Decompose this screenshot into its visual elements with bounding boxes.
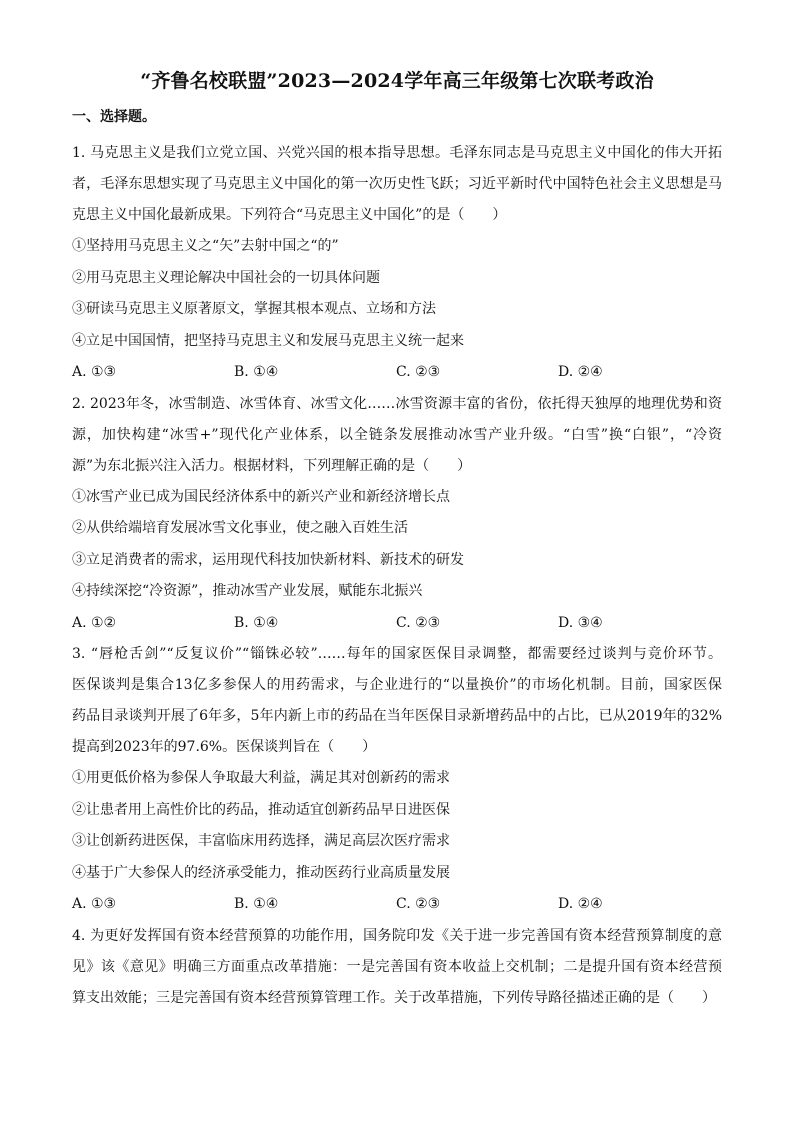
question-2-line-3: 源”为东北振兴注入活力。根据材料，下列理解正确的是（ ） [72, 457, 472, 474]
question-1-choice-c[interactable]: C. ②③ [396, 364, 441, 380]
question-2-option-3: ③立足消费者的需求，运用现代科技加快新材料、新技术的研发 [72, 551, 464, 568]
question-2 [72, 389, 722, 640]
exam-title: “齐鲁名校联盟”2023—2024学年高三年级第七次联考政治 [140, 70, 654, 92]
question-2-choices [72, 608, 722, 640]
question-1-option-4: ④立足中国国情，把坚持马克思主义和发展马克思主义统一起来 [72, 332, 464, 349]
question-2-option-4: ④持续深挖“冷资源”，推动冰雪产业发展，赋能东北振兴 [72, 583, 423, 599]
question-1-option-3: ③研读马克思主义原著原文，掌握其根本观点、立场和方法 [72, 301, 436, 317]
question-2-choice-c[interactable]: C. ②③ [396, 614, 441, 631]
question-3-choice-c[interactable]: C. ②③ [396, 896, 441, 912]
question-1-option-2: ②用马克思主义理论解决中国社会的一切具体问题 [72, 269, 380, 286]
question-3-choice-b[interactable]: B. ①④ [234, 896, 279, 912]
question-1-choice-d[interactable]: D. ②④ [558, 364, 603, 380]
question-2-option-1: ①冰雪产业已成为国民经济体系中的新兴产业和新经济增长点 [72, 488, 450, 505]
question-3-option-3: ③让创新药进医保，丰富临床用药选择，满足高层次医疗需求 [72, 833, 450, 849]
question-2-choice-a[interactable]: A. ①② [72, 614, 117, 631]
question-4-line-3: 算支出效能；三是完善国有资本经营预算管理工作。关于改革措施，下列传导路径描述正确的是（ ） [72, 989, 716, 1006]
question-3-option-1: ①用更低价格为参保人争取最大利益，满足其对创新药的需求 [72, 770, 450, 786]
question-3-choice-d[interactable]: D. ②④ [558, 896, 603, 912]
question-2-choice-b[interactable]: B. ①④ [234, 614, 279, 631]
question-4 [72, 921, 722, 1014]
question-1 [72, 138, 722, 389]
question-1-choice-b[interactable]: B. ①④ [234, 364, 279, 380]
question-3-line-2: 医保谈判是集合13亿多参保人的用药需求，与企业进行的“以量换价”的市场化机制。目前，国家医保 [72, 677, 722, 693]
question-1-line-2: 者，毛泽东思想实现了马克思主义中国化的第一次历史性飞跃；习近平新时代中国特色社会主义思想是马 [72, 176, 722, 192]
question-3 [72, 639, 722, 921]
question-1-choices [72, 357, 722, 389]
section-heading: 一、选择题。 [72, 109, 156, 125]
question-2-line-2: 源，加快构建“冰雪+”现代化产业体系，以全链条发展推动冰雪产业升级。“白雪”换“白银”，“冷资 [72, 426, 722, 443]
question-1-line-1: 1. 马克思主义是我们立党立国、兴党兴国的根本指导思想。毛泽东同志是马克思主义中国化的伟大开拓 [72, 145, 722, 161]
question-1-option-1: ①坚持用马克思主义之“矢”去射中国之“的” [72, 238, 339, 254]
question-1-line-3: 克思主义中国化最新成果。下列符合“马克思主义中国化”的是（ ） [72, 207, 507, 223]
question-2-option-2: ②从供给端培育发展冰雪文化事业，使之融入百姓生活 [72, 520, 408, 536]
question-4-line-2: 见》该《意见》明确三方面重点改革措施：一是完善国有资本收益上交机制；二是提升国有资本经营预 [72, 958, 722, 975]
question-3-option-4: ④基于广大参保人的经济承受能力，推动医药行业高质量发展 [72, 864, 450, 881]
question-2-choice-d[interactable]: D. ③④ [558, 614, 603, 631]
question-3-option-2: ②让患者用上高性价比的药品，推动适宜创新药品早日进医保 [72, 801, 450, 818]
question-3-line-3: 药品目录谈判开展了6年多，5年内新上市的药品在当年医保目录新增药品中的占比，已从2019年的32% [72, 708, 722, 724]
question-1-choice-a[interactable]: A. ①③ [72, 364, 117, 380]
question-list [72, 138, 722, 1014]
question-3-choice-a[interactable]: A. ①③ [72, 896, 117, 912]
question-3-choices [72, 889, 722, 921]
question-2-line-1: 2. 2023年冬，冰雪制造、冰雪体育、冰雪文化……冰雪资源丰富的省份，依托得天独厚的地理优势和资 [72, 395, 722, 412]
question-4-line-1: 4. 为更好发挥国有资本经营预算的功能作用，国务院印发《关于进一步完善国有资本经营预算制度的意 [72, 927, 722, 944]
question-3-line-1: 3. “唇枪舌剑”“反复议价”“锱铢必较”……每年的国家医保目录调整，都需要经过谈判与竞价环节。 [72, 646, 722, 662]
question-3-line-4: 提高到2023年的97.6%。医保谈判旨在（ ） [72, 739, 377, 755]
